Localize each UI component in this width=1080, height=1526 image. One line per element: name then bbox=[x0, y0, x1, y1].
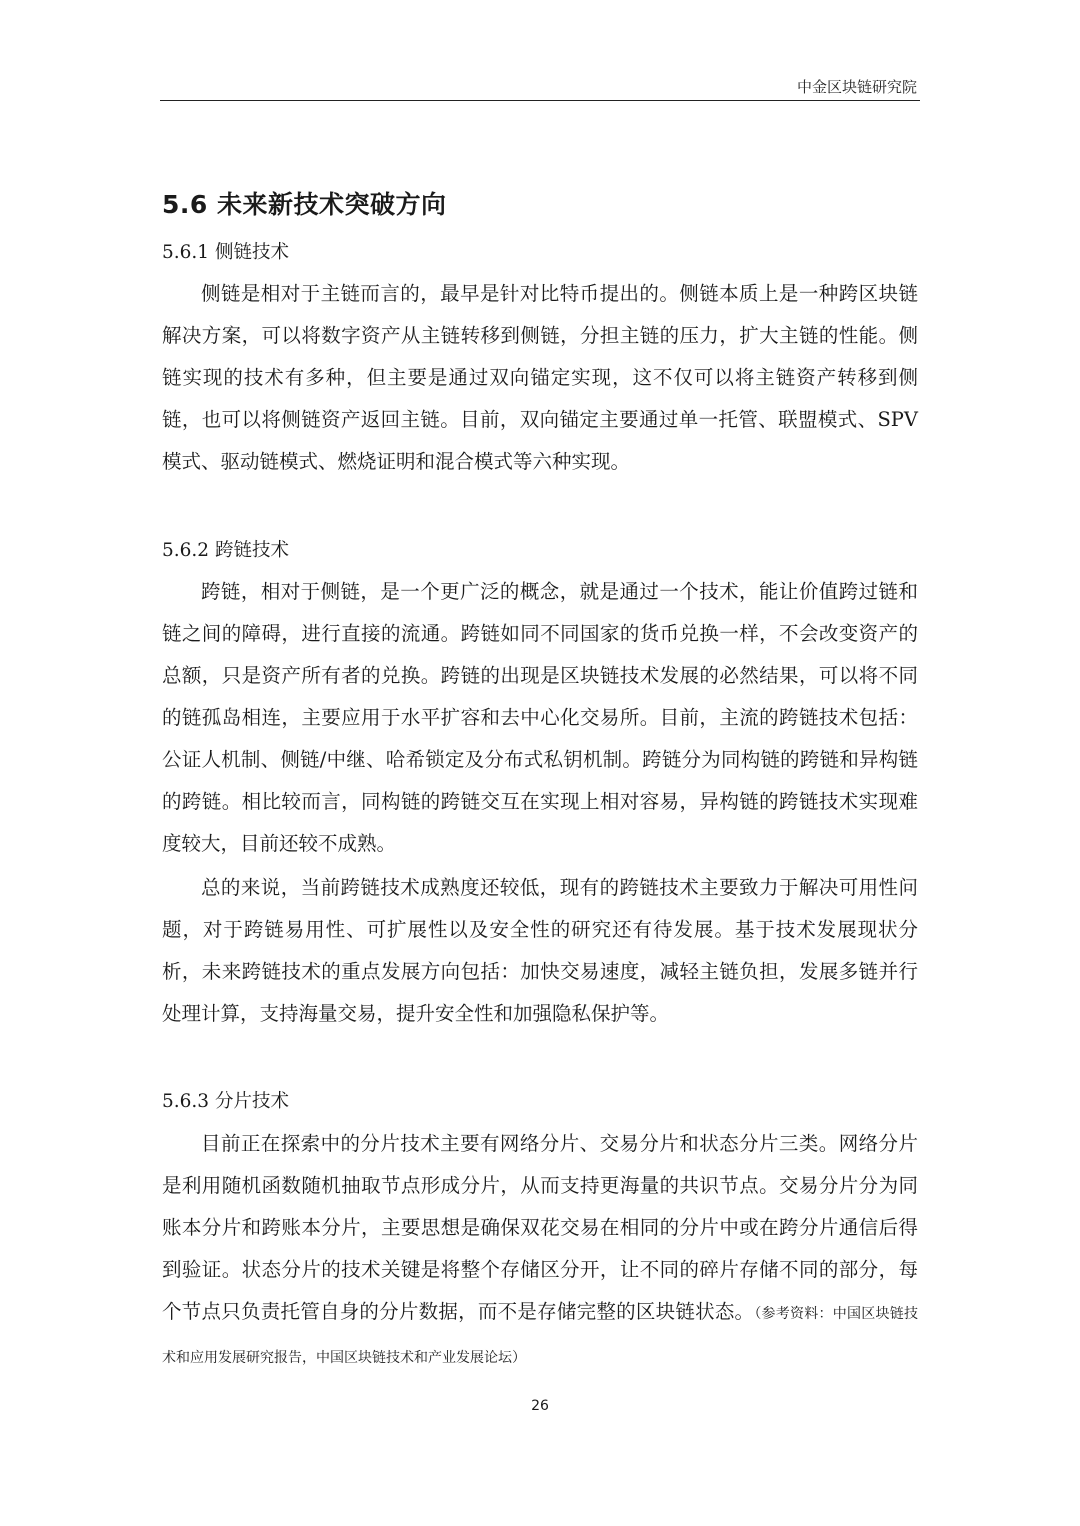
section-title: 5.6 未来新技术突破方向 bbox=[162, 190, 447, 219]
header-org: 中金区块链研究院 bbox=[796, 78, 917, 96]
reference-note: （参考资料：中国区块链技术和应用发展研究报告，中国区块链技术和产业发展论坛） bbox=[162, 1306, 918, 1366]
page-number: 26 bbox=[531, 1398, 549, 1414]
subsection-heading-3: 5.6.3 分片技术 bbox=[162, 1091, 289, 1112]
subsection-heading-2: 5.6.2 跨链技术 bbox=[162, 540, 289, 561]
header-rule bbox=[160, 100, 920, 101]
subsection-heading-1: 5.6.1 侧链技术 bbox=[162, 242, 289, 263]
paragraph-sidechain: 侧链是相对于主链而言的，最早是针对比特币提出的。侧链本质上是一种跨区块链解决方案，可以将数字资产从主链转移到侧链，分担主链的压力，扩大主链的性能。侧链实现的技术有多种，但主要是通过双向锚定实现，这不仅可以将主链资产转移到侧链，也可以将侧链资产返回主链。目前，双向锚定主要通过单一托管、联盟模式、SPV 模式、驱动链模式、燃烧证明和混合模式等六种实现。 bbox=[162, 282, 918, 473]
paragraph-sharding-text: 目前正在探索中的分片技术主要有网络分片、交易分片和状态分片三类。网络分片是利用随机函数随机抽取节点形成分片，从而支持更海量的共识节点。交易分片分为同账本分片和跨账本分片，主要思想是确保双花交易在相同的分片中或在跨分片通信后得到验证。状态分片的技术关键是将整个存储区分开，让不同的碎片存储不同的部分，每个节点只负责托管自身的分片数据，而不是存储完整的区块链状态。 bbox=[162, 1132, 918, 1323]
paragraph-crosschain-2: 总的来说，当前跨链技术成熟度还较低，现有的跨链技术主要致力于解决可用性问题，对于跨链易用性、可扩展性以及安全性的研究还有待发展。基于技术发展现状分析，未来跨链技术的重点发展方向包括：加快交易速度，减轻主链负担，发展多链并行处理计算，支持海量交易，提升安全性和加强隐私保护等。 bbox=[162, 876, 918, 1025]
paragraph-crosschain-1: 跨链，相对于侧链，是一个更广泛的概念，就是通过一个技术，能让价值跨过链和链之间的障碍，进行直接的流通。跨链如同不同国家的货币兑换一样，不会改变资产的总额，只是资产所有者的兑换。跨链的出现是区块链技术发展的必然结果，可以将不同的链孤岛相连，主要应用于水平扩容和去中心化交易所。目前，主流的跨链技术包括：公证人机制、侧链/中继、哈希锁定及分布式私钥机制。跨链分为同构链的跨链和异构链的跨链。相比较而言，同构链的跨链交互在实现上相对容易，异构链的跨链技术实现难度较大，目前还较不成熟。 bbox=[162, 580, 918, 855]
paragraph-sharding bbox=[162, 1123, 918, 1379]
